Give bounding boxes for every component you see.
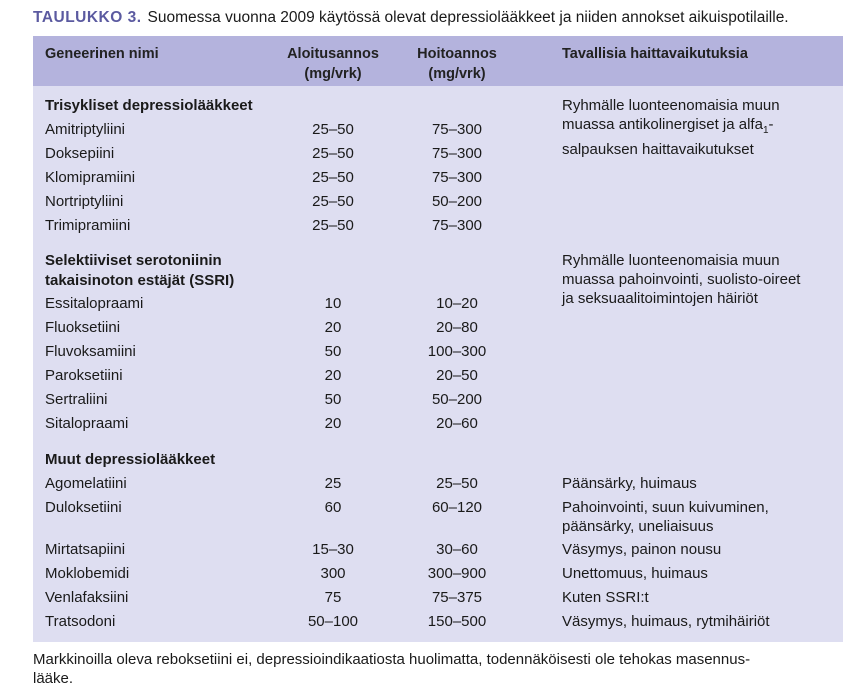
drug-name: Duloksetiini — [45, 499, 122, 516]
header-generic-name: Geneerinen nimi — [45, 46, 159, 62]
start-dose: 25–50 — [312, 169, 354, 186]
maintenance-dose: 300–900 — [427, 565, 487, 582]
maintenance-dose: 25–50 — [436, 475, 478, 492]
maintenance-dose: 50–200 — [431, 193, 483, 210]
drug-name: Amitriptyliini — [45, 121, 126, 138]
group-title: Selektiiviset serotoniinin — [45, 252, 222, 269]
header-start-dose-line1: Aloitusannos — [287, 46, 379, 62]
header-maintenance-dose-line2: (mg/vrk) — [428, 66, 486, 82]
table-footnote — [33, 650, 848, 688]
side-effects: Pahoinvointi, suun kuivuminen, — [562, 499, 769, 516]
start-dose: 300 — [320, 565, 346, 582]
group-note — [562, 251, 800, 308]
maintenance-dose: 75–300 — [431, 145, 483, 162]
start-dose: 75 — [324, 589, 342, 606]
group-note-line: muassa pahoinvointi, suolisto-oireet — [562, 271, 801, 288]
start-dose: 20 — [324, 319, 342, 336]
drug-name: Klomipramiini — [45, 169, 136, 186]
group-note-line: ja seksuaalitoimintojen häiriöt — [562, 290, 758, 307]
header-maintenance-dose — [400, 44, 514, 84]
group-title: takaisinoton estäjät (SSRI) — [45, 272, 235, 289]
header-side-effects: Tavallisia haittavaikutuksia — [562, 46, 748, 62]
drug-name: Fluoksetiini — [45, 319, 121, 336]
maintenance-dose: 75–375 — [431, 589, 483, 606]
drug-name: Sertraliini — [45, 391, 108, 408]
maintenance-dose: 20–80 — [436, 319, 478, 336]
drug-name: Venlafaksiini — [45, 589, 129, 606]
side-effects: Kuten SSRI:t — [562, 589, 649, 606]
maintenance-dose: 100–300 — [427, 343, 487, 360]
caption-text: Suomessa vuonna 2009 käytössä olevat depressiolääkkeet ja niiden annokset aikuispotilaille. — [147, 9, 789, 26]
maintenance-dose: 75–300 — [431, 121, 483, 138]
start-dose: 15–30 — [312, 541, 354, 558]
start-dose: 25–50 — [312, 145, 354, 162]
footnote-line: lääke. — [33, 670, 74, 687]
group-note-line: Ryhmälle luonteenomaisia muun — [562, 97, 780, 114]
drug-name: Tratsodoni — [45, 613, 116, 630]
start-dose: 25 — [324, 475, 342, 492]
drug-name: Essitalopraami — [45, 295, 144, 312]
drug-name: Paroksetiini — [45, 367, 123, 384]
table-header — [33, 36, 843, 86]
header-maintenance-dose-line1: Hoitoannos — [417, 46, 497, 62]
side-effects: Unettomuus, huimaus — [562, 565, 708, 582]
start-dose: 50–100 — [307, 613, 359, 630]
group-note-line: muassa antikolinergiset ja alfa$_1$- — [562, 116, 774, 136]
drug-table — [33, 36, 843, 642]
side-effects: Väsymys, painon nousu — [562, 541, 722, 558]
side-effects: Päänsärky, huimaus — [562, 475, 697, 492]
footnote-line: Markkinoilla oleva reboksetiini ei, depressioindikaatiosta huolimatta, todennäköisesti ole tehokas masennus- — [33, 651, 751, 668]
table-label: TAULUKKO 3. — [33, 9, 142, 26]
group-note-line: Ryhmälle luonteenomaisia muun — [562, 252, 780, 269]
maintenance-dose: 150–500 — [427, 613, 487, 630]
drug-name: Fluvoksamiini — [45, 343, 136, 360]
drug-name: Sitalopraami — [45, 415, 129, 432]
start-dose: 25–50 — [312, 193, 354, 210]
header-start-dose-line2: (mg/vrk) — [304, 66, 362, 82]
maintenance-dose: 75–300 — [431, 217, 483, 234]
start-dose: 50 — [324, 391, 342, 408]
drug-name: Moklobemidi — [45, 565, 130, 582]
start-dose: 20 — [324, 367, 342, 384]
maintenance-dose: 20–50 — [436, 367, 478, 384]
start-dose: 25–50 — [312, 217, 354, 234]
start-dose: 60 — [324, 499, 342, 516]
drug-name: Doksepiini — [45, 145, 115, 162]
drug-name: Nortriptyliini — [45, 193, 124, 210]
maintenance-dose: 30–60 — [436, 541, 478, 558]
start-dose: 20 — [324, 415, 342, 432]
group-note-line: salpauksen haittavaikutukset — [562, 141, 754, 158]
start-dose: 50 — [324, 343, 342, 360]
maintenance-dose: 20–60 — [436, 415, 478, 432]
maintenance-dose: 50–200 — [431, 391, 483, 408]
drug-name: Mirtatsapiini — [45, 541, 126, 558]
header-start-dose — [273, 44, 393, 84]
maintenance-dose: 60–120 — [431, 499, 483, 516]
table-caption — [33, 8, 848, 28]
maintenance-dose: 75–300 — [431, 169, 483, 186]
side-effects: Väsymys, huimaus, rytmihäiriöt — [562, 613, 770, 630]
group-title: Muut depressiolääkkeet — [45, 451, 216, 468]
start-dose: 10 — [324, 295, 342, 312]
maintenance-dose: 10–20 — [436, 295, 478, 312]
group-title: Trisykliset depressiolääkkeet — [45, 97, 253, 114]
start-dose: 25–50 — [312, 121, 354, 138]
group-note — [562, 96, 780, 159]
drug-name: Trimipramiini — [45, 217, 131, 234]
drug-name: Agomelatiini — [45, 475, 127, 492]
side-effects: päänsärky, uneliaisuus — [562, 518, 714, 535]
